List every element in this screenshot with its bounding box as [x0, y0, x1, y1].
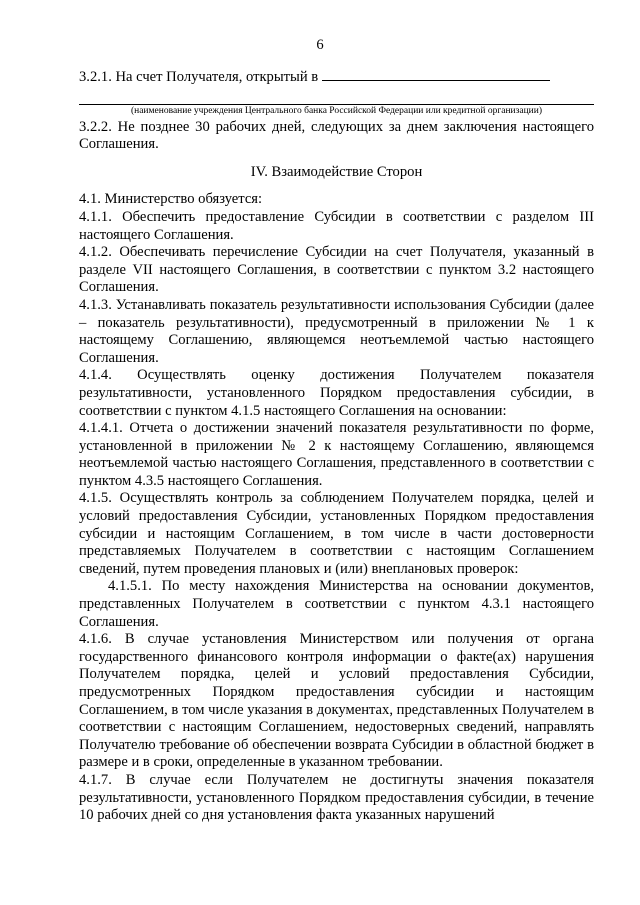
clause-4-1-5-1: 4.1.5.1. По месту нахождения Министерства на основании документов, представленных Получателем в соответствии с пунктом 4.3.1 настоящего Соглашения.	[79, 578, 594, 630]
clause-4-1-3: 4.1.3. Устанавливать показатель результативности использования Субсидии (далее – показатель результативности), предусмотренный в приложении № 1 к настоящему Соглашению, являющемся неотъемлемой частью настоящего Соглашения.	[79, 296, 594, 366]
clause-4-1-4-1: 4.1.4.1. Отчета о достижении значений показателя результативности по форме, установленной в приложении № 2 к настоящему Соглашению, являющемся неотъемлемой частью настоящего Соглашения, представленного в соответствии с пунктом 4.3.5 настоящего Соглашения.	[79, 420, 594, 489]
bank-name-full-line	[79, 87, 594, 105]
section-title: IV. Взаимодействие Сторон	[250, 163, 423, 180]
bank-name-caption: (наименование учреждения Центрального банка Российской Федерации или кредитной организации)	[130, 105, 543, 116]
bank-name-blank-line	[322, 67, 550, 81]
clause-4-1-6: 4.1.6. В случае установления Министерством или получения от органа государственного финансового контроля информации о факте(ах) нарушения Получателем порядка, целей и условий предоставления Субсидии, предусмотренных Порядком предоставления субсидии и настоящим Соглашением, в том числе указания в документах, представленных Получателем в соответствии с настоящим Соглашением, недостоверных сведений, направлять Получателю требование об обеспечении возврата Субсидии в областной бюджет в размере и в сроки, определенные в указанном требовании.	[79, 631, 594, 771]
clause-3-2-1	[79, 67, 594, 87]
clause-4-1-4: 4.1.4. Осуществлять оценку достижения Получателем показателя результативности, установленного Порядком предоставления субсидии, в соответствии с пунктом 4.1.5 настоящего Соглашения на основании:	[79, 367, 594, 419]
clause-4-1: 4.1. Министерство обязуется:	[79, 191, 263, 208]
clause-3-2-1-text: 3.2.1. На счет Получателя, открытый в	[79, 69, 319, 85]
page-number: 6	[316, 37, 324, 53]
document-body	[79, 67, 594, 825]
clause-4-1-1: 4.1.1. Обеспечить предоставление Субсидии в соответствии с разделом III настоящего Соглашения.	[79, 208, 594, 243]
clause-4-1-7: 4.1.7. В случае если Получателем не достигнуты значения показателя результативности, установленного Порядком предоставления субсидии, в течение 10 рабочих дней со дня установления факта указанных нарушений	[79, 771, 594, 824]
clause-4-1-5: 4.1.5. Осуществлять контроль за соблюдением Получателем порядка, целей и условий предоставления Субсидии, установленных Порядком предоставления субсидии и настоящим Соглашением, в том числе в части достоверности представляемых Получателем в соответствии с настоящим Соглашением сведений, путем проведения плановых и (или) внеплановых проверок:	[79, 490, 594, 577]
clause-3-2-2: 3.2.2. Не позднее 30 рабочих дней, следующих за днем заключения настоящего Соглашения.	[79, 118, 594, 153]
clause-4-1-2: 4.1.2. Обеспечивать перечисление Субсидии на счет Получателя, указанный в разделе VII настоящего Соглашения, в соответствии с пунктом 3.2 настоящего Соглашения.	[79, 244, 594, 296]
